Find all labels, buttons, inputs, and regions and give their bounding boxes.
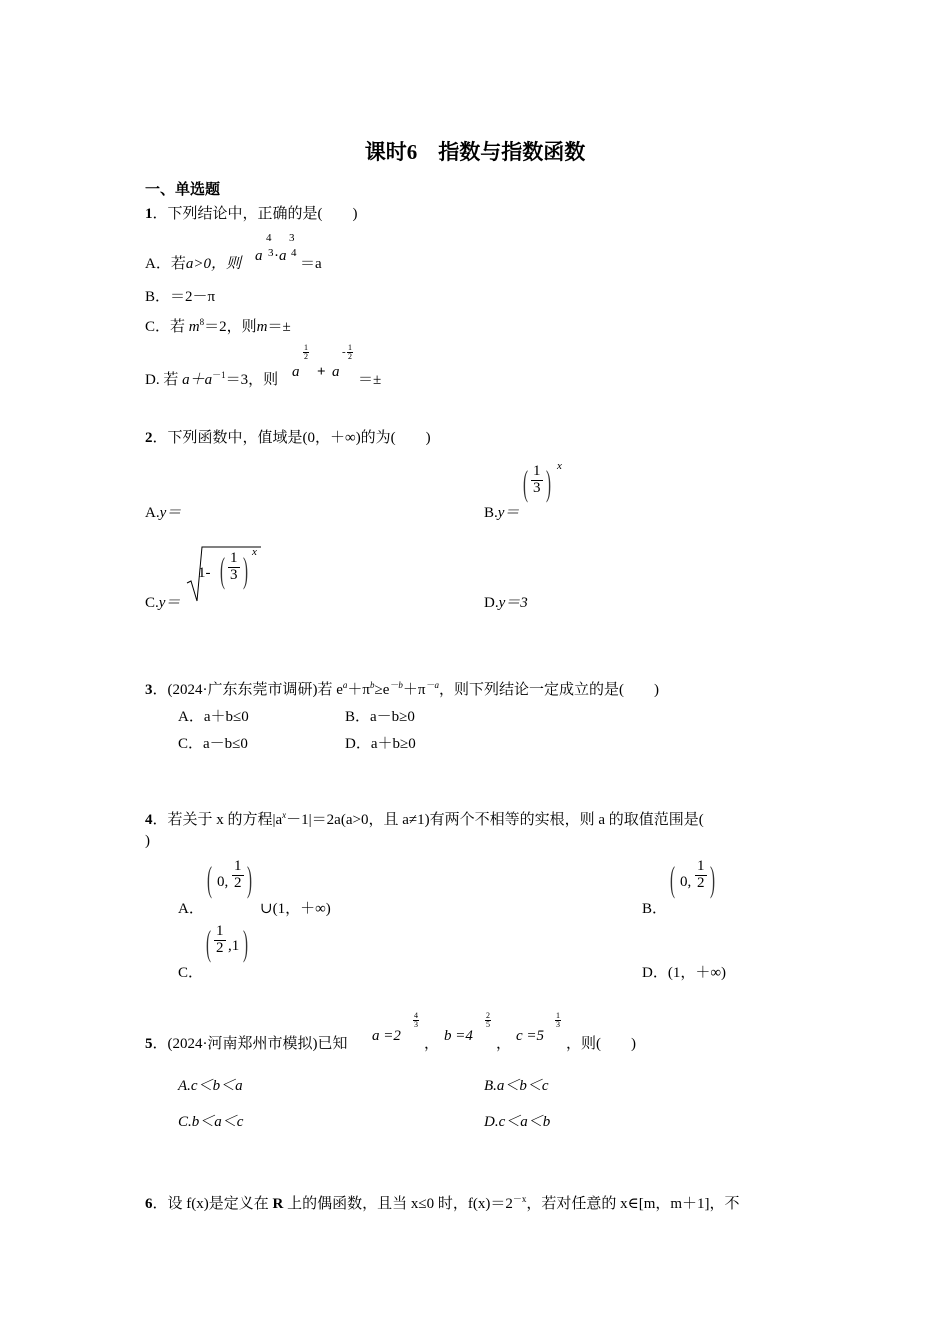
- q2-b-expression: ( $\frac{1}{3}$ ) x: [523, 460, 562, 505]
- q5-option-d: D.c＜a＜b: [484, 1114, 551, 1130]
- q5-option-a: A.c＜b＜a: [178, 1078, 243, 1094]
- q5-option-b: B.a＜b＜c: [484, 1078, 549, 1094]
- q3-option-d: D．a＋b≥0: [345, 736, 416, 752]
- q4-option-a-label: A．: [178, 901, 204, 917]
- q4-option-c: ( $\frac{1}{2}$ ,1 ): [206, 923, 248, 965]
- q2-option-c: C.y＝: [145, 595, 181, 611]
- question-4-stem: 4．若关于 x 的方程$|a^x-1|=2a(a>0$，且 a≠1)有两个不相等的实根，则 a 的取值范围是(: [145, 810, 704, 828]
- q2-option-a: A.y＝: [145, 505, 182, 521]
- q5-expression: a =2 4 3 ， b =4 2 5 ， c =5 1 3 ，则( ): [372, 1011, 636, 1052]
- q1-d-expression: a 1 2 + a - 1 2 ＝±: [292, 343, 382, 388]
- question-number: 2: [145, 430, 153, 446]
- question-number: 5: [145, 1036, 153, 1052]
- q4-option-a: ( 0, $\frac{1}{2}$ ) ∪(1，＋∞): [207, 858, 331, 917]
- question-1-stem: 1．下列结论中，正确的是( ): [145, 206, 358, 222]
- q1-option-b: B．＝2－π: [145, 289, 216, 305]
- question-5-stem: 5．(2024·河南郑州市模拟)已知: [145, 1036, 348, 1052]
- q4-option-b: ( 0, $\frac{1}{2}$ ): [670, 858, 715, 901]
- question-number: 3: [145, 682, 153, 698]
- question-number: 4: [145, 812, 153, 828]
- section-heading: 一、单选题: [145, 182, 221, 198]
- q4-option-d: D．(1，＋∞): [642, 965, 727, 981]
- q4-option-b-label: B．: [642, 901, 668, 917]
- q2-c-expression: 1- ( $\frac{1}{3}$ ) x: [186, 543, 266, 605]
- q1-option-c: C．若 $m^8=2$，则m＝±: [145, 317, 291, 335]
- question-3-stem: 3．(2024·广东东莞市调研)若 $e^a+\pi^b\ge e^{-b}+\pi^{-a}$，则下列结论一定成立的是( ): [145, 680, 659, 698]
- q2-option-b: B.y＝: [484, 505, 520, 521]
- question-number: 6: [145, 1196, 153, 1212]
- q4-option-c-label: C．: [178, 965, 204, 981]
- q5-option-c: C.b＜a＜c: [178, 1114, 244, 1130]
- q1-option-a: A．若a>0，则: [145, 256, 241, 272]
- question-4-stem-end: ): [145, 833, 150, 849]
- question-6-stem: 6．设 f(x)是定义在 R 上的偶函数，且当 x≤0 时，$f(x)=2^{-x}$，若对任意的 x∈[m，m＋1]，不: [145, 1194, 740, 1212]
- question-number: 1: [145, 206, 153, 222]
- q1-option-d: D. 若 $a+a^{-1}=3$，则: [145, 370, 279, 388]
- page-title: 课时6 指数与指数函数: [364, 140, 586, 164]
- q3-option-a: A．a＋b≤0: [178, 709, 249, 725]
- q3-option-c: C．a－b≤0: [178, 736, 248, 752]
- question-2-stem: 2．下列函数中，值域是(0，＋∞)的为( ): [145, 430, 431, 446]
- q3-option-b: B．a－b≥0: [345, 709, 415, 725]
- q2-option-d: D.y＝3: [484, 595, 528, 611]
